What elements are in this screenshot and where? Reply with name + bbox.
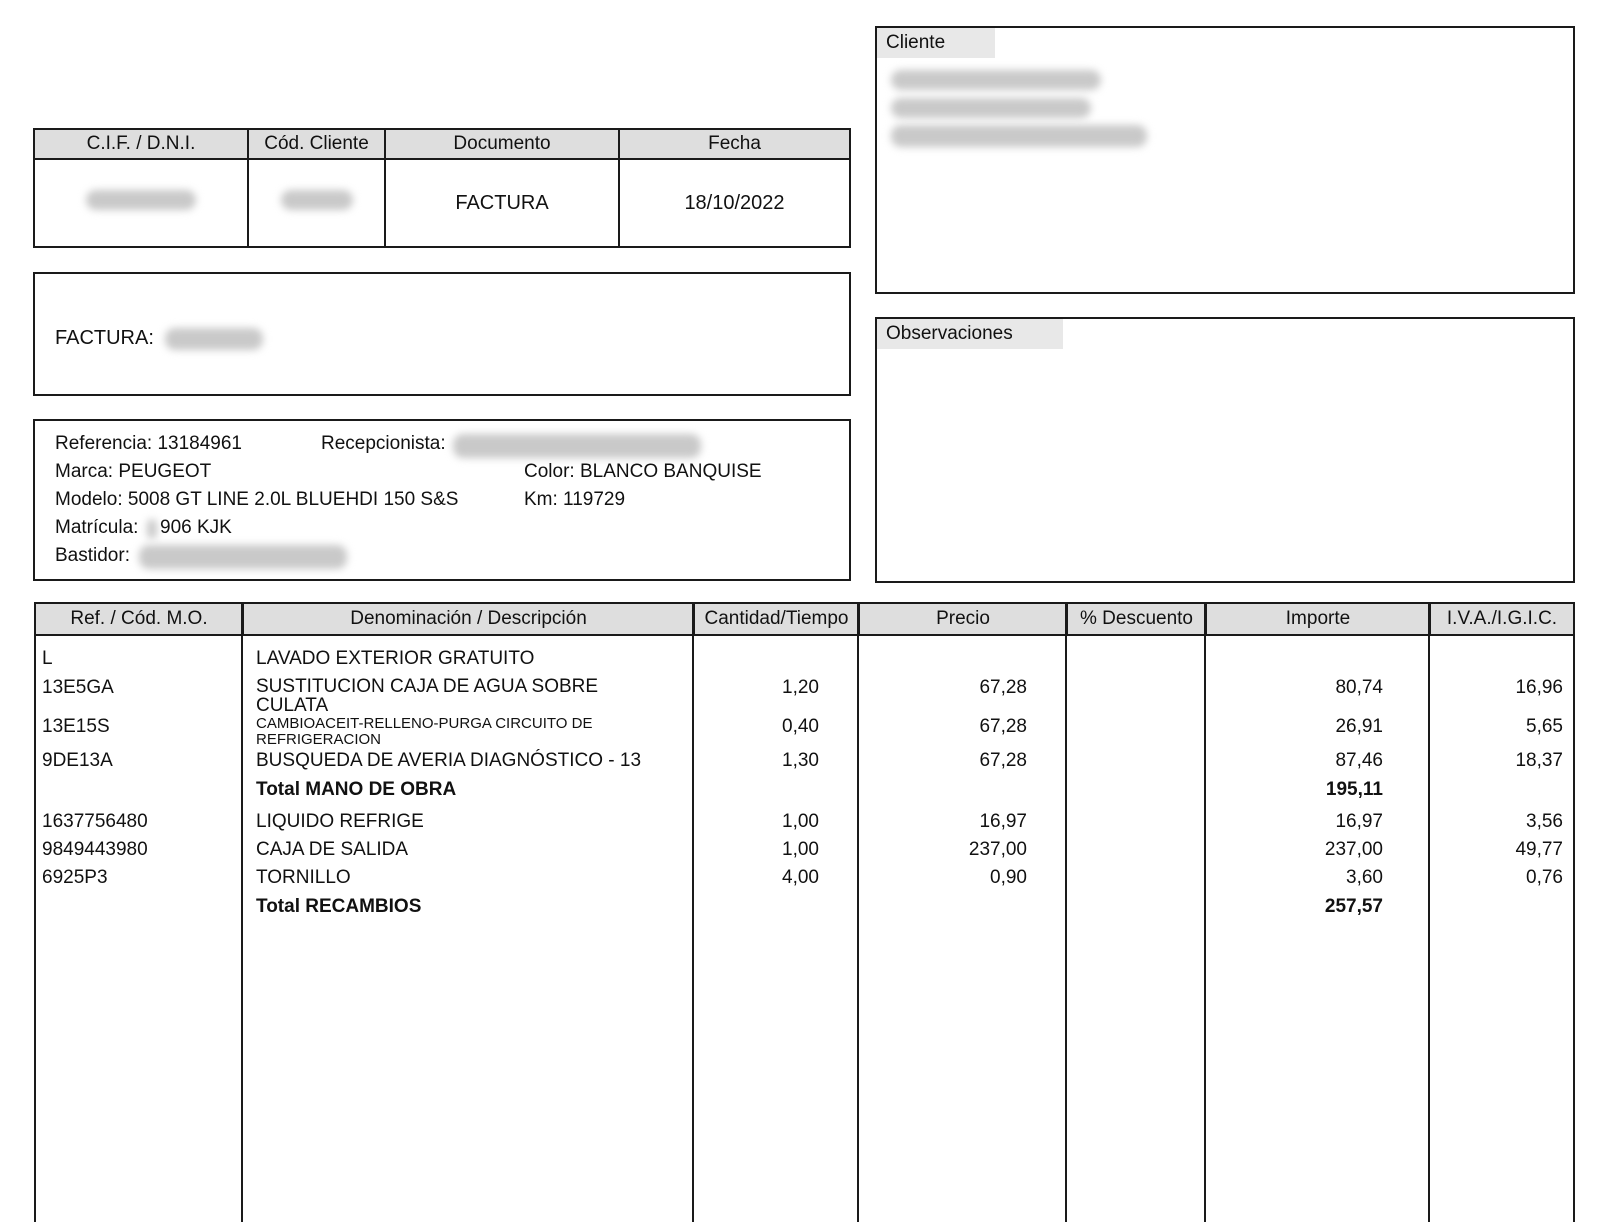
col-descripcion: Denominación / Descripción [243, 604, 694, 635]
matricula-prefix-redacted [147, 519, 157, 539]
item-qty: 1,30 [782, 750, 819, 771]
item-importe: 3,60 [1346, 867, 1383, 888]
item-ref: 6925P3 [42, 867, 108, 888]
item-importe: 80,74 [1335, 677, 1383, 698]
item-ref: L [42, 648, 53, 669]
item-iva: 18,37 [1515, 750, 1563, 771]
total-importe: 195,11 [1325, 779, 1383, 800]
factura-number-row [55, 327, 263, 350]
matricula-label: Matrícula: [55, 517, 139, 538]
factura-number-redacted [165, 328, 263, 350]
item-qty: 1,00 [782, 839, 819, 860]
item-iva: 0,76 [1526, 867, 1563, 888]
item-importe: 87,46 [1335, 750, 1383, 771]
observaciones-panel [875, 317, 1575, 583]
item-qty: 1,00 [782, 811, 819, 832]
cliente-city-redacted [891, 125, 1147, 147]
bastidor-redacted [139, 545, 347, 569]
item-desc: LIQUIDO REFRIGE [256, 811, 424, 832]
cliente-title: Cliente [877, 28, 995, 58]
item-desc: BUSQUEDA DE AVERIA DIAGNÓSTICO - 13 [256, 750, 642, 771]
item-price: 67,28 [979, 677, 1027, 698]
matricula-value: 906 KJK [160, 517, 232, 538]
total-label: Total MANO DE OBRA [256, 779, 457, 800]
item-ref: 9DE13A [42, 750, 113, 771]
document-header-table [33, 128, 851, 248]
header-col-documento: Documento [385, 130, 619, 159]
col-iva: I.V.A./I.G.I.C. [1430, 604, 1573, 635]
col-descuento: % Descuento [1067, 604, 1206, 635]
item-price: 237,00 [968, 839, 1027, 860]
recepcionista-redacted [453, 434, 701, 458]
item-importe: 16,97 [1335, 811, 1383, 832]
item-qty: 0,40 [782, 716, 819, 737]
recepcionista-label: Recepcionista: [321, 433, 446, 454]
header-col-fecha: Fecha [619, 130, 849, 159]
item-iva: 49,77 [1515, 839, 1563, 860]
factura-box [33, 272, 851, 396]
col-precio: Precio [859, 604, 1067, 635]
item-desc: CAJA DE SALIDA [256, 839, 409, 860]
referencia-field: Referencia: 13184961 [55, 433, 242, 454]
items-table [34, 602, 1575, 1222]
col-cantidad: Cantidad/Tiempo [694, 604, 859, 635]
item-qty: 1,20 [782, 677, 819, 698]
item-price: 67,28 [979, 716, 1027, 737]
item-iva: 3,56 [1526, 811, 1563, 832]
total-label: Total RECAMBIOS [256, 896, 422, 917]
item-ref: 13E15S [42, 716, 110, 737]
cliente-panel [875, 26, 1575, 294]
cod-cliente-value-redacted [248, 159, 385, 246]
item-desc: SUSTITUCION CAJA DE AGUA SOBRE CULATA [256, 676, 599, 716]
item-desc: LAVADO EXTERIOR GRATUITO [256, 648, 535, 669]
item-iva: 5,65 [1526, 716, 1563, 737]
modelo-field: Modelo: 5008 GT LINE 2.0L BLUEHDI 150 S&S [55, 489, 459, 510]
item-price: 0,90 [990, 867, 1027, 888]
cliente-address-redacted [891, 98, 1091, 118]
km-field: Km: 119729 [524, 489, 626, 510]
item-desc: CAMBIOACEIT-RELLENO-PURGA CIRCUITO DE REFRIGERACION [256, 715, 593, 748]
observaciones-title: Observaciones [877, 319, 1063, 349]
item-ref: 9849443980 [42, 839, 148, 860]
color-field: Color: BLANCO BANQUISE [524, 461, 762, 482]
factura-label: FACTURA: [55, 327, 154, 349]
item-ref: 1637756480 [42, 811, 148, 832]
vehicle-info-box [33, 419, 851, 581]
header-col-cif: C.I.F. / D.N.I. [35, 130, 248, 159]
col-importe: Importe [1206, 604, 1430, 635]
item-price: 16,97 [979, 811, 1027, 832]
total-importe: 257,57 [1324, 896, 1383, 917]
item-desc: TORNILLO [256, 867, 351, 888]
item-importe: 26,91 [1335, 716, 1383, 737]
item-price: 67,28 [979, 750, 1027, 771]
documento-value: FACTURA [385, 159, 619, 246]
item-qty: 4,00 [782, 867, 819, 888]
item-importe: 237,00 [1324, 839, 1383, 860]
fecha-value: 18/10/2022 [684, 191, 785, 214]
bastidor-label: Bastidor: [55, 545, 130, 566]
header-col-cod-cliente: Cód. Cliente [248, 130, 385, 159]
item-iva: 16,96 [1515, 677, 1563, 698]
cif-value-redacted [35, 159, 248, 246]
marca-field: Marca: PEUGEOT [55, 461, 212, 482]
col-ref: Ref. / Cód. M.O. [36, 604, 243, 635]
item-ref: 13E5GA [42, 677, 114, 698]
cliente-name-redacted [891, 70, 1101, 90]
